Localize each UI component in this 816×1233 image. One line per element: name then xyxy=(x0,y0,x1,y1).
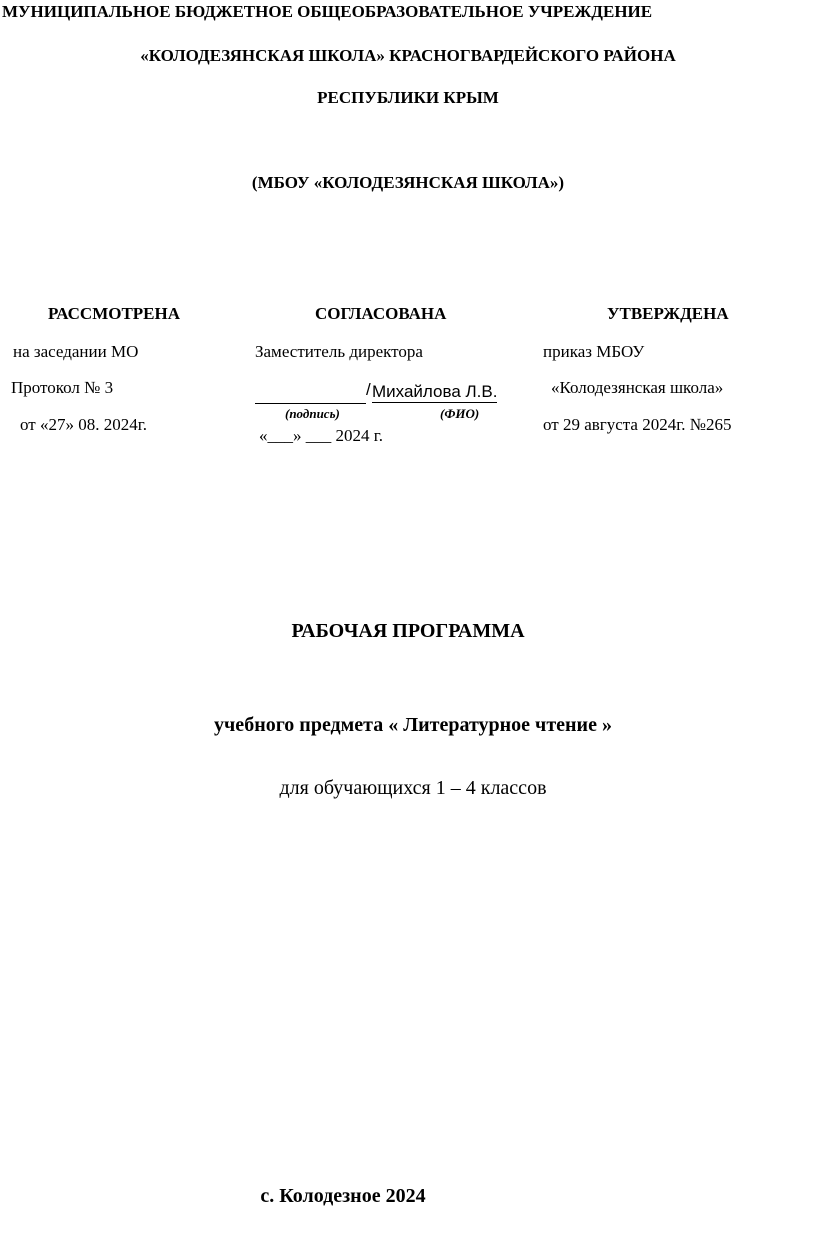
considered-date: от «27» 08. 2024г. xyxy=(20,415,148,434)
approved-heading: УТВЕРЖДЕНА xyxy=(607,304,729,323)
header-line-3: РЕСПУБЛИКИ КРЫМ xyxy=(317,88,499,107)
header-line-1: МУНИЦИПАЛЬНОЕ БЮДЖЕТНОЕ ОБЩЕОБРАЗОВАТЕЛЬНОЕ УЧРЕЖДЕНИЕ xyxy=(2,2,653,21)
header-line-2: «КОЛОДЕЗЯНСКАЯ ШКОЛА» КРАСНОГВАРДЕЙСКОГО РАЙОНА xyxy=(140,46,676,65)
signer-name: Михайлова Л.В. xyxy=(372,382,498,401)
fio-caption: (ФИО) xyxy=(440,406,480,421)
signature-line xyxy=(255,383,366,404)
signature-slash: / xyxy=(366,380,371,399)
approved-school: «Колодезянская школа» xyxy=(551,378,724,397)
considered-heading: РАССМОТРЕНА xyxy=(48,304,181,323)
approved-line-1: приказ МБОУ xyxy=(543,342,645,361)
agreed-date: «___» ___ 2024 г. xyxy=(259,426,384,445)
agreed-line-1: Заместитель директора xyxy=(255,342,423,361)
program-audience: для обучающихся 1 – 4 классов xyxy=(279,777,547,799)
agreed-heading: СОГЛАСОВАНА xyxy=(315,304,447,323)
header-abbreviation: (МБОУ «КОЛОДЕЗЯНСКАЯ ШКОЛА») xyxy=(251,173,565,192)
program-subject: учебного предмета « Литературное чтение » xyxy=(214,714,612,736)
approved-order-date: от 29 августа 2024г. №265 xyxy=(543,415,732,434)
footer-place-year: с. Колодезное 2024 xyxy=(260,1185,426,1207)
considered-line-1: на заседании МО xyxy=(13,342,139,361)
signature-caption: (подпись) xyxy=(285,406,340,421)
considered-protocol: Протокол № 3 xyxy=(11,378,114,397)
program-title: РАБОЧАЯ ПРОГРАММА xyxy=(291,620,525,642)
